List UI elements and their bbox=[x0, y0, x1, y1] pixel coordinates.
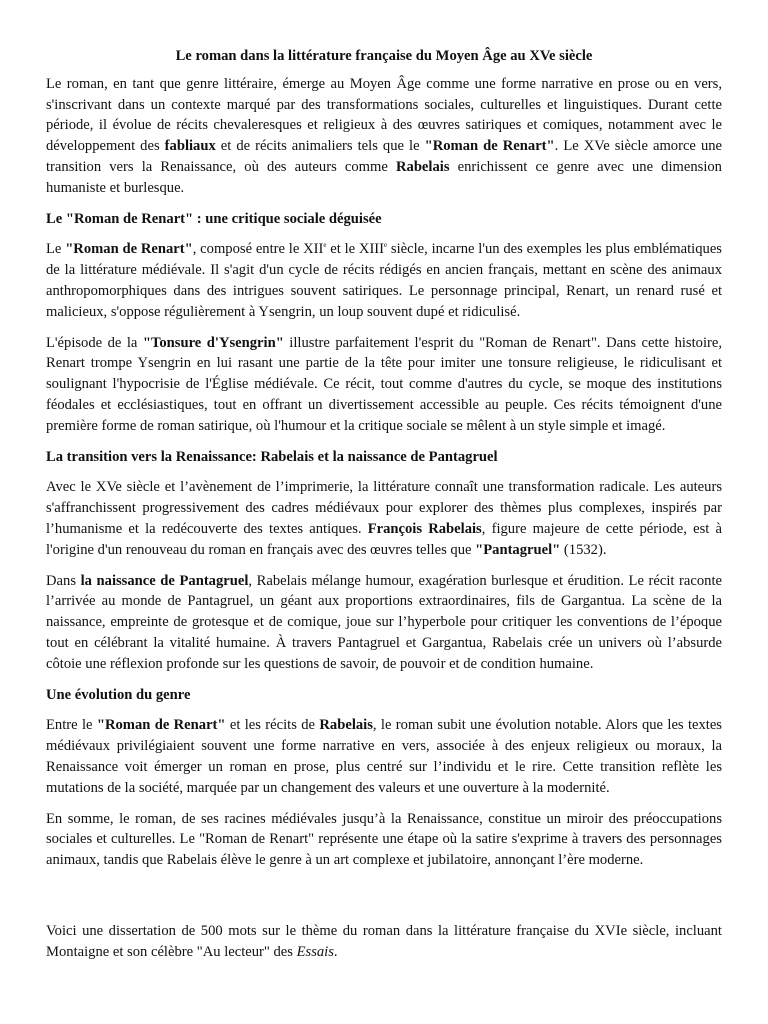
renart-paragraph-1: Le "Roman de Renart", composé entre le XIIe et le XIIIe siècle, incarne l'un des exemples les plus emblématiques de la littérature médiévale. Il s'agit d'un cycle de récits rédigés en ancien français, mettant en scène des animaux anthropomorphiques dans des intrigues souvent satiriques. Le personnage principal, Renart, un renard rusé et malicieux, s'oppose régulièrement à Ysengrin, un loup souvent dupé et ridiculisé. bbox=[46, 241, 722, 320]
evolution-paragraph-1: Entre le "Roman de Renart" et les récits de Rabelais, le roman subit une évolution notable. Alors que les textes médiévaux privilégiaient souvent une forme narrative en vers, associée à des enjeux religieux ou moraux, la Renaissance voit émerger un roman en prose, plus centré sur l’individu et le rire. Cette transition reflète les mutations de la société, marquée par un changement des valeurs et une ouverture à la modernité. bbox=[46, 717, 722, 796]
conclusion-paragraph: En somme, le roman, de ses racines médiévales jusqu’à la Renaissance, constitue un miroir des préoccupations sociales et culturelles. Le "Roman de Renart" représente une étape où la satire s'exprime à travers des personnages animaux, tandis que Rabelais élève le genre à un art complexe et jubilatoire, annonçant l’ère moderne. bbox=[46, 810, 722, 869]
document-title: Le roman dans la littérature française du Moyen Âge au XVe siècle bbox=[175, 48, 593, 64]
closing-paragraph: Voici une dissertation de 500 mots sur le thème du roman dans la littérature française du XVIe siècle, incluant Montaigne et son célèbre "Au lecteur" des Essais. bbox=[46, 922, 722, 960]
renart-paragraph-2: L'épisode de la "Tonsure d'Ysengrin" illustre parfaitement l'esprit du "Roman de Renart". Dans cette histoire, Renart trompe Ysengrin en lui rasant une partie de la tête pour imiter une tonsure religieuse, le ridiculisant et soulignant l'hypocrisie de l'Église médiévale. Ce récit, tout comme d'autres du cycle, se moque des institutions féodales et ecclésiastiques, tout en offrant un divertissement accessible au peuple. Ces récits témoignent d'une première forme de roman satirique, où l'humour et la critique sociale se mêlent à un style simple et imagé. bbox=[46, 334, 722, 434]
section-heading-renart: Le "Roman de Renart" : une critique sociale déguisée bbox=[46, 210, 382, 227]
italic-essais: Essais bbox=[296, 943, 334, 960]
bold-roman-de-renart: "Roman de Renart" bbox=[424, 138, 555, 155]
section-heading-renaissance: La transition vers la Renaissance: Rabelais et la naissance de Pantagruel bbox=[46, 448, 498, 465]
section-heading-evolution: Une évolution du genre bbox=[46, 686, 191, 703]
renaissance-paragraph-2: Dans la naissance de Pantagruel, Rabelais mélange humour, exagération burlesque et érudition. Le récit raconte l’arrivée au monde de Pantagruel, un géant aux proportions extraordinaires, fils de Gargantua. La scène de la naissance, empreinte de grotesque et de comique, joue sur l’hyperbole pour critiquer les conventions de l’époque tout en célébrant la vitalité humaine. À travers Pantagruel et Gargantua, Rabelais crée un univers où l’absurde côtoie une réflexion profonde sur les questions de savoir, de pouvoir et de condition humaine. bbox=[46, 572, 722, 672]
intro-paragraph: Le roman, en tant que genre littéraire, émerge au Moyen Âge comme une forme narrative en prose ou en vers, s'inscrivant dans un contexte marqué par des transformations sociales, culturelles et linguistiques. Durant cette période, il évolue de récits chevaleresques et religieux à des œuvres satiriques et comiques, notamment avec le développement des fabliaux et de récits animaliers tels que le "Roman de Renart". Le XVe siècle amorce une transition vers la Renaissance, où des auteurs comme Rabelais enrichissent ce genre avec une dimension humaniste et burlesque. bbox=[46, 75, 723, 196]
bold-fabliaux: fabliaux bbox=[164, 138, 216, 155]
bold-rabelais: Rabelais bbox=[395, 158, 450, 175]
spacer bbox=[46, 881, 722, 921]
renaissance-paragraph-1: Avec le XVe siècle et l’avènement de l’imprimerie, la littérature connaît une transformation radicale. Les auteurs s'affranchissent progressivement des cadres médiévaux pour explorer des thèmes plus complexes, inspirés par l’humanisme et la redécouverte des textes antiques. François Rabelais, figure majeure de cette période, est à l'origine d'un renouveau du roman en français avec des œuvres telles que "Pantagruel" (1532). bbox=[46, 479, 722, 558]
